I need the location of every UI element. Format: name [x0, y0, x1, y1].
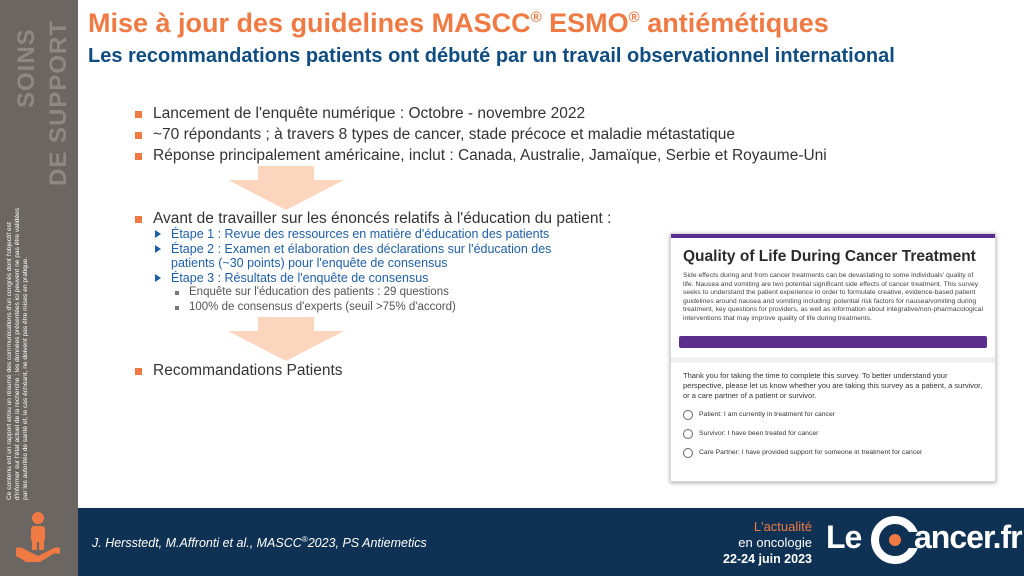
disclaimer [6, 200, 72, 500]
survey-option-label: Care Partner: I have provided support for someone in treatment for cancer [699, 448, 923, 456]
bullet-text: Réponse principalement américaine, inclut : Canada, Australie, Jamaïque, Serbie et Royaume-Uni [153, 147, 827, 164]
page-title [88, 8, 829, 39]
bullet-item-education [133, 208, 611, 229]
bullet-list-launch [133, 103, 993, 166]
step-detail [153, 285, 623, 300]
bullet-square-icon [135, 368, 142, 375]
title-main: Mise à jour des guidelines MASCC [88, 8, 531, 38]
triangle-bullet-icon [155, 274, 161, 282]
down-arrow-icon [228, 317, 344, 361]
survey-title: Quality of Life During Cancer Treatment [683, 248, 976, 265]
survey-question: Thank you for taking the time to complete this survey. To better understand your perspective, please let us know whether you are taking this survey as a patient, a survivor, or a care partner of a patient or survivor. [683, 370, 983, 400]
survey-option-survivor[interactable] [683, 429, 983, 439]
triangle-bullet-icon [155, 230, 161, 238]
sidebar-section-title [4, 8, 76, 188]
brand-c-icon [870, 515, 920, 565]
square-bullet-icon [175, 306, 179, 310]
sidebar [0, 0, 78, 576]
sidebar-title-line2: DE SUPPORT [45, 19, 72, 186]
bullet-item [133, 124, 993, 145]
step-text: Étape 2 : Examen et élaboration des déclarations sur l'éducation des patients (~30 points) pour l'enquête de consensus [171, 241, 552, 270]
down-arrow-icon [228, 166, 344, 210]
survey-option-care-partner[interactable] [683, 448, 983, 458]
survey-separator [671, 357, 995, 363]
citation-registered-mark: ® [301, 535, 308, 544]
event-info [718, 519, 812, 567]
step-item [153, 227, 623, 242]
brand-le: Le [826, 519, 862, 555]
bullet-text: ~70 répondants ; à travers 8 types de cancer, stade précoce et maladie métastatique [153, 126, 736, 143]
steps-list [153, 227, 623, 315]
triangle-bullet-icon [155, 245, 161, 253]
survey-option-label: Patient: I am currently in treatment for cancer [699, 410, 835, 418]
step-detail [153, 300, 623, 315]
step-text: Étape 3 : Résultats de l'enquête de consensus [171, 270, 429, 285]
disclaimer-text: Ce contenu est un rapport et/ou un résumé des communications d'un congrès dont l'objectif est d'informer sur l'état actuel de la recherche ; les données présentées ici peuvent ne pas être validées par les autorités de santé et, le cas échéant, ne doivent pas être mises en pratique. [6, 207, 30, 500]
bullet-item-final [133, 360, 343, 381]
event-line-1: L'actualité [753, 519, 812, 534]
title-mid: ESMO [541, 8, 629, 38]
event-line-2: en oncologie [738, 535, 812, 550]
sidebar-title-svg [4, 8, 76, 188]
title-registered-mark-2: ® [628, 9, 640, 26]
square-bullet-icon [175, 291, 179, 295]
bullet-text: Lancement de l'enquête numérique : Octobre - novembre 2022 [153, 105, 586, 122]
step-item [153, 242, 593, 271]
radio-button-icon[interactable] [683, 410, 693, 420]
brand-rest: ancer.fr [914, 519, 1022, 555]
bullet-square-icon [135, 111, 142, 118]
page-subtitle: Les recommandations patients ont débuté par un travail observationnel international [88, 45, 895, 67]
person-in-hand-icon [14, 510, 62, 564]
bullet-square-icon [135, 216, 142, 223]
radio-button-icon[interactable] [683, 448, 693, 458]
citation-pre: J. Hersstedt, M.Affronti et al., MASCC [92, 536, 302, 551]
citation-post: 2023, PS Antiemetics [307, 536, 427, 551]
citation [92, 535, 427, 550]
step-detail-text: 100% de consensus d'experts (seuil >75% d'accord) [189, 301, 456, 313]
bullet-text: Recommandations Patients [153, 362, 343, 379]
bullet-square-icon [135, 132, 142, 139]
survey-accent-bar [671, 234, 995, 238]
step-text: Étape 1 : Revue des ressources en matière d'éducation des patients [171, 227, 550, 241]
bullet-square-icon [135, 153, 142, 160]
step-detail-text: Enquête sur l'éducation des patients : 29 questions [189, 286, 449, 298]
survey-description: Side effects during and from cancer treatments can be devastating to some individuals' quality of life. Nausea and vomiting are two potential significant side effects of cancer treatment. This survey seeks to understand the patient experience in order to formulate creative, evidence-based patient guidelines around nausea and vomiting including: potential risk factors for nausea/vomiting during treatment, key questions for providers, as well as information about integrative/non-pharmacological interventions that may improve quality of life during treatments. [683, 272, 983, 322]
radio-button-icon[interactable] [683, 429, 693, 439]
bullet-item [133, 103, 993, 124]
survey-option-label: Survivor: I have been treated for cancer [699, 429, 819, 437]
step-item [153, 271, 623, 286]
bullet-text: Avant de travailler sur les énoncés relatifs à l'éducation du patient : [153, 210, 612, 227]
title-registered-mark-1: ® [530, 9, 542, 26]
event-dates: 22-24 juin 2023 [723, 552, 812, 566]
bullet-item [133, 145, 993, 166]
title-end: antiémétiques [639, 8, 829, 38]
survey-card [670, 233, 996, 482]
survey-option-patient[interactable] [683, 410, 983, 420]
sidebar-title-line1: SOINS [13, 28, 40, 108]
survey-section-bar [679, 336, 987, 348]
